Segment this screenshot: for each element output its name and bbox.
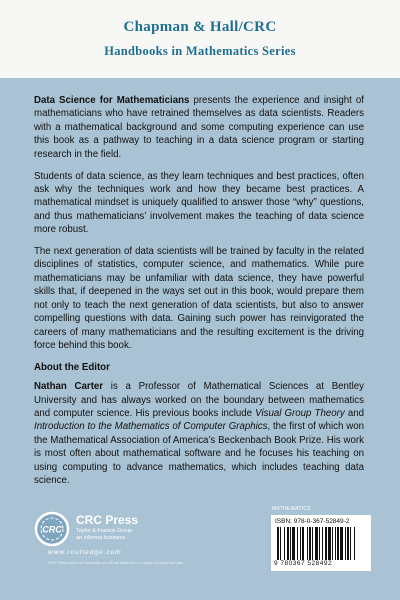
editor-book-2: Introduction to the Mathematics of Computer Graphics	[34, 421, 268, 433]
subject-category: MATHEMATICS	[272, 506, 311, 512]
barcode-icon	[275, 527, 367, 560]
editor-bio	[34, 380, 364, 487]
editor-name: Nathan Carter	[34, 381, 104, 393]
series-publisher-title: Chapman & Hall/CRC	[123, 19, 277, 35]
editor-book-1: Visual Group Theory	[255, 408, 345, 420]
publisher-group: Taylor & Francis Group	[76, 528, 133, 534]
book-title: Data Science for Mathematicians	[34, 95, 190, 106]
description-paragraph-2: Students of data science, as they learn techniques and best practices, often ask why the techniques work and how they became best practices. A mathematical mindset is uniquely qualified to answer those “why” questions, and thus mathematicians’ involvement makes the teaching of data science more robust.	[34, 170, 364, 236]
description-paragraph-3: The next generation of data scientists will be trained by faculty in the related disciplines of statistics, computer science, and mathematics. While pure mathematicians may be unfamiliar with data science, they have powerful skills that, if deepened in the ways set out in this book, would prepare them not only to teach the next generation of data scientists, but also to answer compelling questions with data. Gaining such power has reinvigorated the careers of many mathematicians and the resulting excitement is the driving force behind this book.	[34, 246, 364, 351]
publisher-name: CRC Press	[76, 513, 139, 527]
publisher-tagline: an informa business	[76, 535, 126, 541]
editor-bio-text-2: and	[344, 408, 364, 420]
isbn-barcode	[271, 515, 371, 571]
editor-bio-text-1: is a Professor of Mathematical Sciences at Bentley University and has always worked on the boundary between mathematics and computer science. His previous books include	[34, 381, 365, 420]
crc-press-logo-icon	[34, 511, 70, 547]
isbn-label: ISBN: 978-0-367-52849-2	[275, 518, 350, 525]
ebook-note: CRC Press titles are available as eBook editions in a range of digital formats	[48, 560, 184, 565]
back-cover-text	[34, 94, 364, 487]
isbn-digits: 9 780367 528492	[274, 560, 333, 567]
svg-text:CRC: CRC	[42, 524, 62, 535]
editor-bio-text-3: , the first of which won the Mathematical Association of America’s Beckenbach Book Prize. His work is most often about mathematical software and he focuses his teaching on using computing to advance mathematics, which includes teaching data science.	[34, 421, 364, 487]
publisher-url: www.routledge.com	[48, 549, 122, 556]
series-header	[0, 0, 400, 78]
series-name: Handbooks in Mathematics Series	[104, 44, 296, 58]
description-paragraph-1-text: presents the experience and insight of mathematicians who have retrained themselves as data scientists. Readers with a mathematical background and some computing experience can use this book as a pathway to teaching in a data science program or starting research in the field.	[34, 95, 364, 160]
about-editor-heading: About the Editor	[34, 361, 110, 373]
description-paragraph-1	[34, 94, 364, 161]
